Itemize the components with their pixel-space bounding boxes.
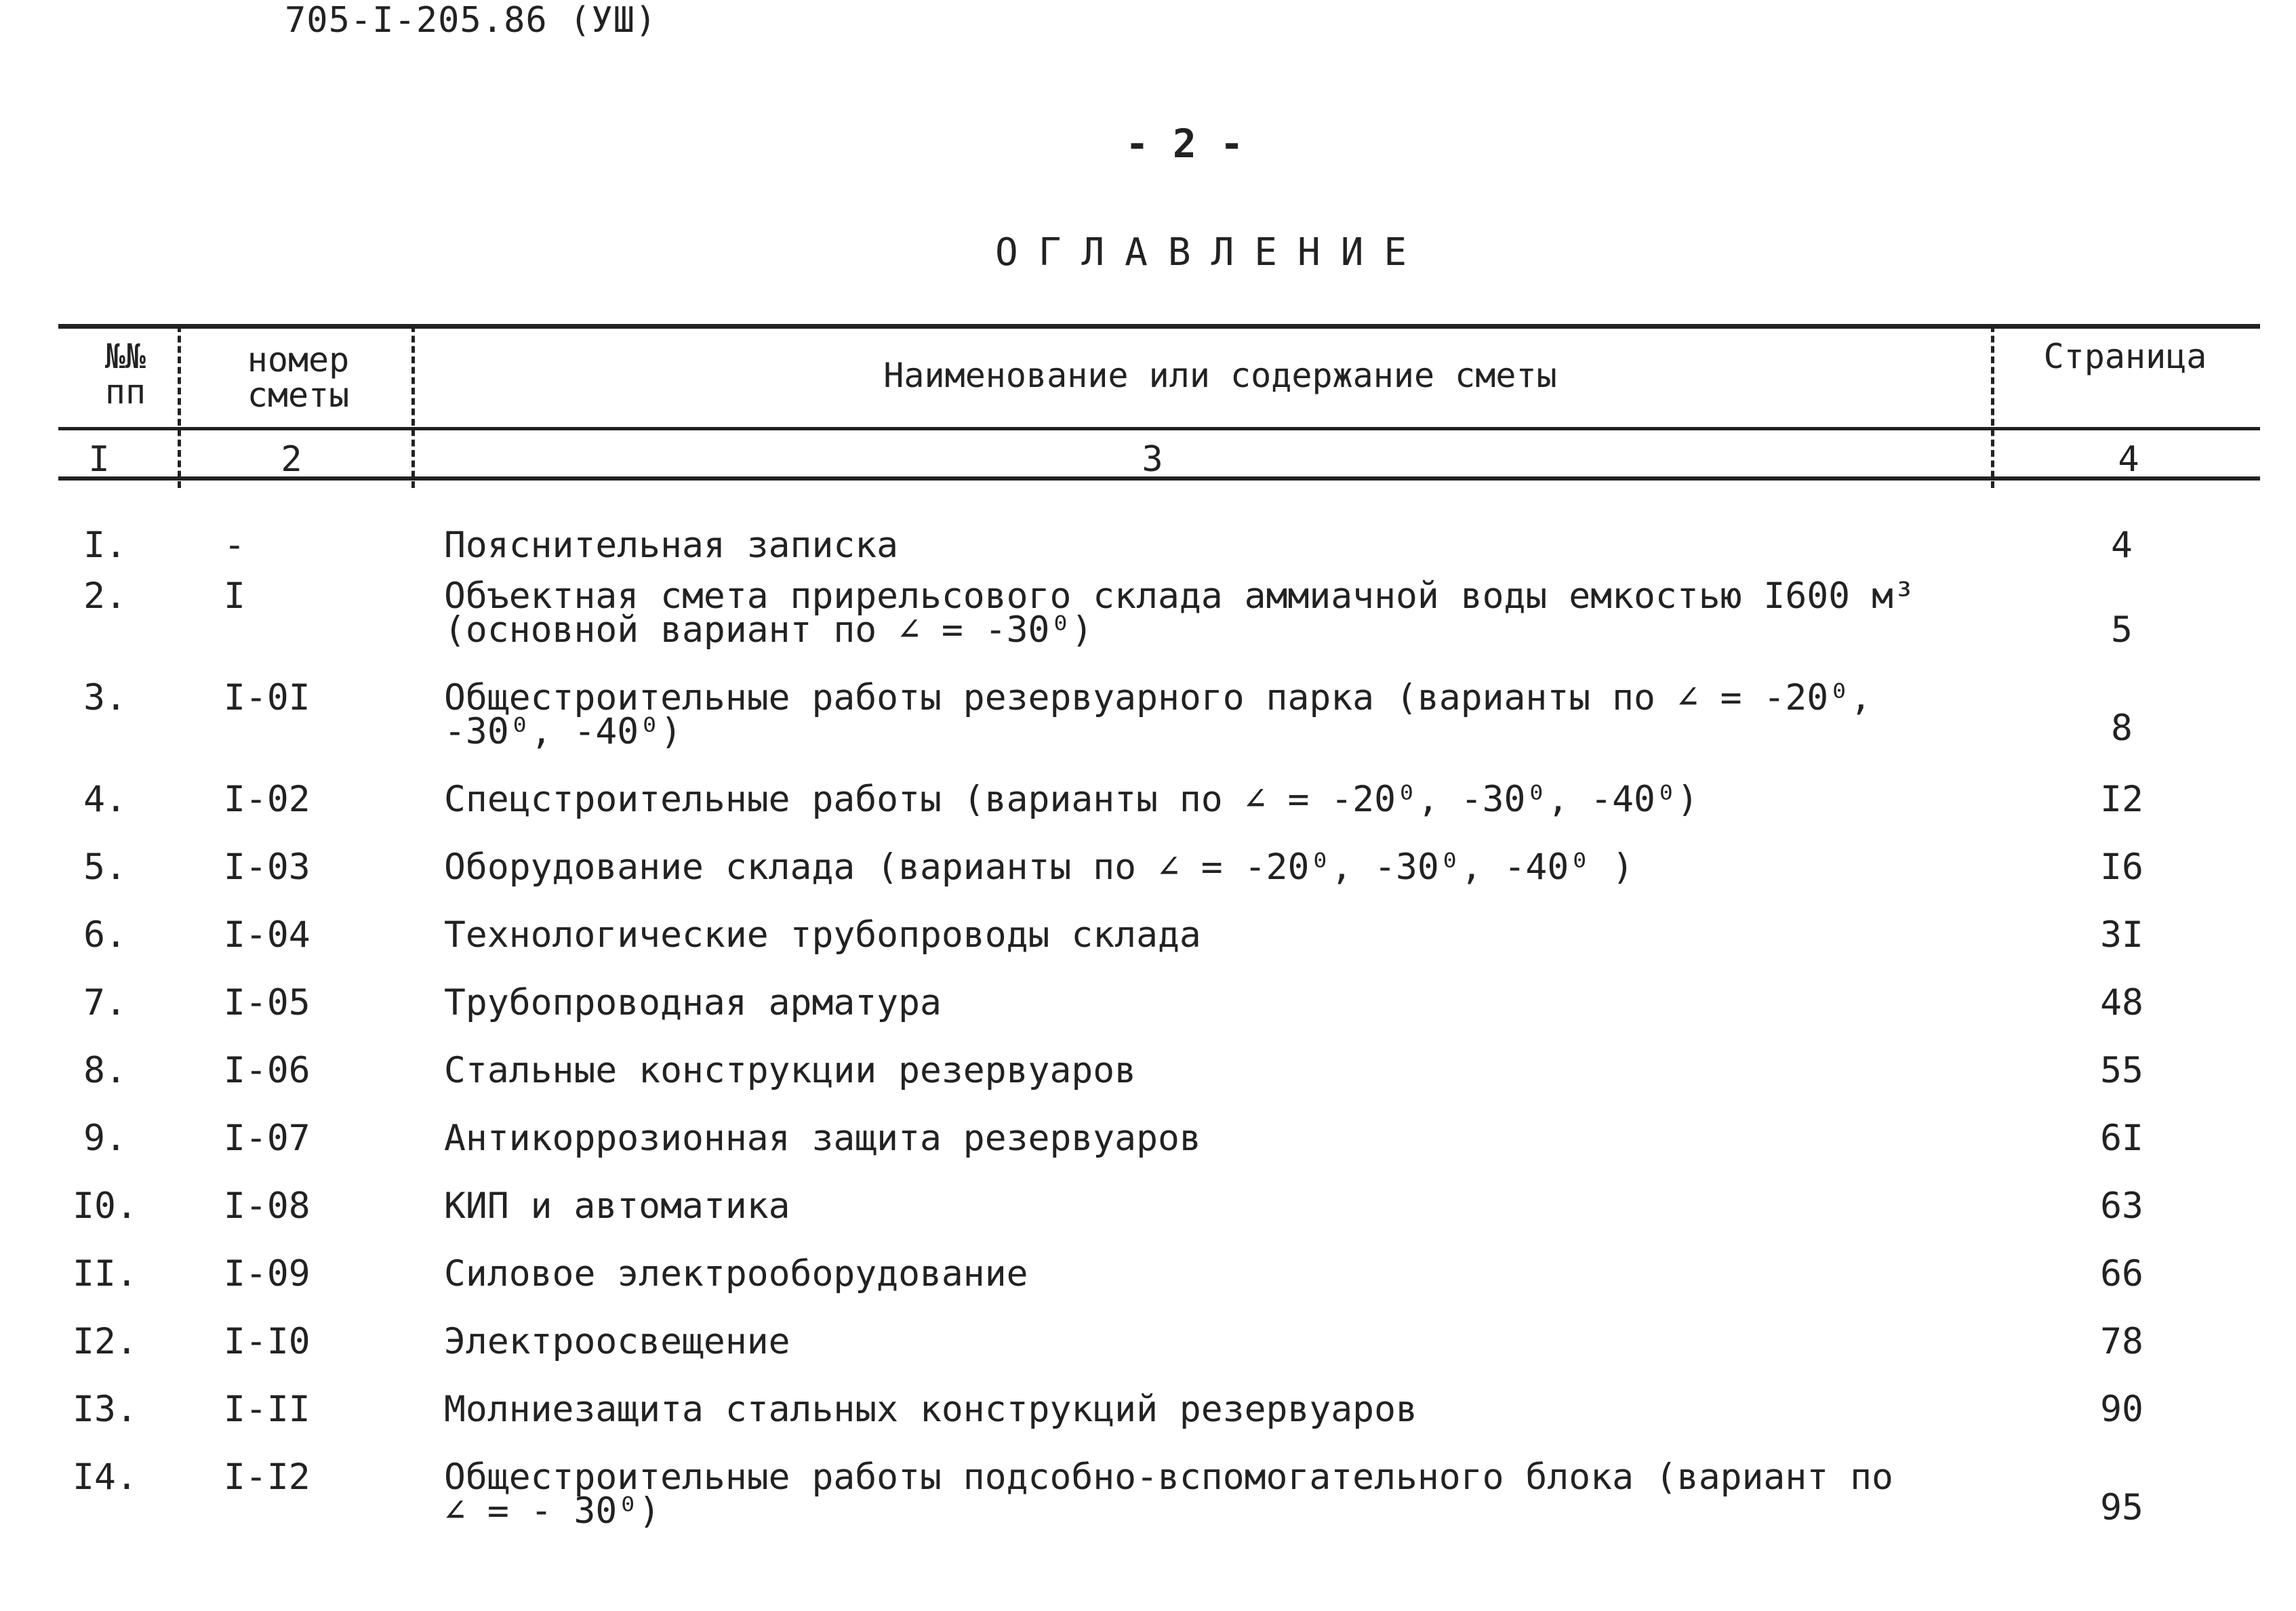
estimate-number: I-I0 (224, 1321, 310, 1362)
column-divider (178, 325, 181, 488)
row-number: 8. (83, 1050, 127, 1091)
estimate-title: Силовое электрооборудование (444, 1253, 1028, 1294)
estimate-number: I (224, 575, 245, 617)
estimate-number: I-06 (224, 1050, 310, 1091)
page-ref: 4 (2111, 525, 2133, 566)
estimate-number: I-II (224, 1389, 310, 1430)
table-header-rule (58, 427, 2260, 430)
estimate-title: Молниезащита стальных конструкций резервуаров (444, 1389, 1417, 1430)
estimate-title: Общестроительные работы резервуарного парка (варианты по ∠ = -20⁰, -30⁰, -40⁰) (444, 677, 1872, 752)
row-number: I. (83, 525, 127, 566)
estimate-title: Технологические трубопроводы склада (444, 914, 1201, 956)
estimate-number: I-08 (224, 1185, 310, 1227)
row-number: I3. (73, 1389, 138, 1430)
page-ref: 8 (2111, 708, 2133, 749)
row-number: 4. (83, 779, 127, 820)
estimate-number: - (224, 525, 245, 566)
header-page-column: Страница (2043, 337, 2207, 376)
estimate-title: Оборудование склада (варианты по ∠ = -20⁰, -30⁰, -40⁰ ) (444, 847, 1634, 888)
page-ref: 6I (2100, 1118, 2143, 1159)
row-number: 9. (83, 1118, 127, 1159)
page-ref: 3I (2100, 914, 2143, 956)
estimate-number: I-07 (224, 1118, 310, 1159)
page-ref: I6 (2100, 847, 2143, 888)
column-divider (1991, 325, 1994, 488)
page-number: - 2 - (1125, 121, 1244, 167)
estimate-title: Спецстроительные работы (варианты по ∠ = -20⁰, -30⁰, -40⁰) (444, 779, 1699, 820)
column-number: 3 (1142, 439, 1163, 480)
toc-title: ОГЛАВЛЕНИЕ (995, 230, 1428, 274)
estimate-number: I-09 (224, 1253, 310, 1294)
estimate-number: I-05 (224, 982, 310, 1023)
header-estimate-column: номер сметы (247, 340, 350, 415)
page-ref: 90 (2100, 1389, 2143, 1430)
estimate-title: Объектная смета прирельсового склада аммиачной воды емкостью I600 м³ (основной вариант по ∠ = -30⁰) (444, 575, 1915, 651)
estimate-number: I-02 (224, 779, 310, 820)
page-ref: 95 (2100, 1487, 2143, 1528)
estimate-title: Электроосвещение (444, 1321, 790, 1362)
row-number: II. (73, 1253, 138, 1294)
header-number-column: №№ пп (104, 337, 146, 411)
estimate-number: I-I2 (224, 1456, 310, 1498)
estimate-title: Общестроительные работы подсобно-вспомогательного блока (вариант по ∠ = - 30⁰) (444, 1456, 1893, 1532)
estimate-title: КИП и автоматика (444, 1185, 790, 1227)
estimate-number: I-0I (224, 677, 310, 718)
estimate-title: Стальные конструкции резервуаров (444, 1050, 1137, 1091)
column-divider (411, 325, 415, 488)
column-number: I (88, 439, 110, 480)
page-ref: 5 (2111, 609, 2133, 651)
estimate-title: Антикоррозионная защита резервуаров (444, 1118, 1201, 1159)
column-number: 4 (2118, 439, 2139, 480)
row-number: 2. (83, 575, 127, 617)
estimate-title: Пояснительная записка (444, 525, 899, 566)
estimate-title: Трубопроводная арматура (444, 982, 942, 1023)
row-number: I2. (73, 1321, 138, 1362)
row-number: 6. (83, 914, 127, 956)
page-ref: 66 (2100, 1253, 2143, 1294)
row-number: 7. (83, 982, 127, 1023)
table-top-rule (58, 324, 2260, 329)
page-ref: 78 (2100, 1321, 2143, 1362)
row-number: I0. (73, 1185, 138, 1227)
estimate-number: I-03 (224, 847, 310, 888)
page-ref: 63 (2100, 1185, 2143, 1227)
row-number: 5. (83, 847, 127, 888)
page-ref: I2 (2100, 779, 2143, 820)
row-number: 3. (83, 677, 127, 718)
row-number: I4. (73, 1456, 138, 1498)
page-ref: 55 (2100, 1050, 2143, 1091)
page-ref: 48 (2100, 982, 2143, 1023)
column-number: 2 (281, 439, 302, 480)
document-code: 705-I-205.86 (УШ) (285, 0, 658, 41)
header-title-column: Наименование или содержание сметы (883, 356, 1557, 395)
estimate-number: I-04 (224, 914, 310, 956)
